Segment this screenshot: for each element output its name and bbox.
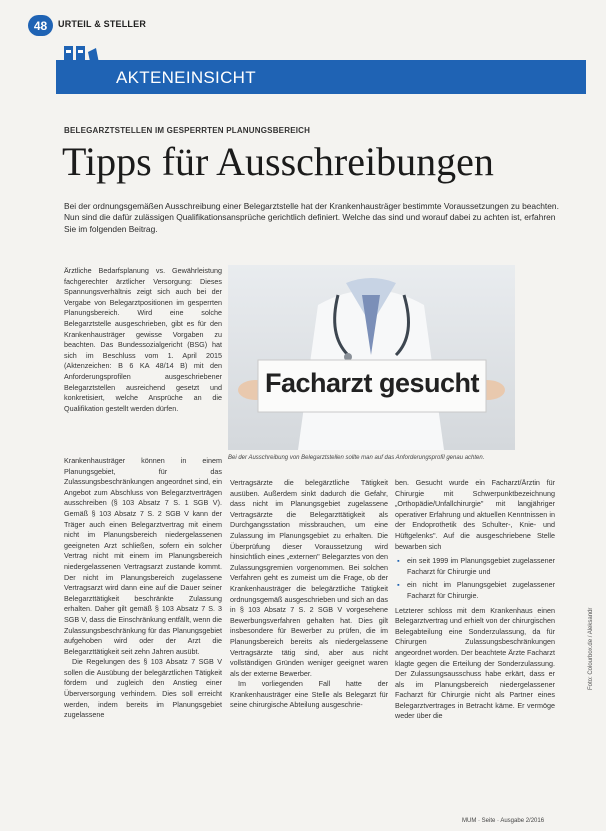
photo-credit: Foto: Colourbox.de / Aleksandr [588, 607, 594, 690]
article-lead: Bei der ordnungsgemäßen Ausschreibung einer Belegarztstelle hat der Krankenhausträger bestimmte Voraussetzungen zu beachten. Nun sind die dafür zulässigen Qualifikationsansprüche gerichtlich definiert. Welche das sind und worauf dabei zu achten ist, erfahren Sie im folgenden Beitrag. [64, 201, 559, 234]
list-item: ▪ ein nicht im Planungsgebiet zugelassener Facharzt für Chirurgie. [395, 580, 555, 601]
paragraph: Krankenhausträger können in einem Planungsgebiet, für das Zulassungsbeschränkungen angeordnet sind, ein Angebot zum Abschluss von Belegarztverträgen ausschreiben (§ 103 Absatz 7 S. 1 SGB V). Gemäß § 103 Absatz 7 S. 2 SGB V kann der Träger auch einen Belegarztvertrag mit einem nicht im Planungsbereich niedergelassenen geeigneten Arzt schließen, sofern ein solcher Vertrag nicht mit einem im Planungsbereich niedergelassenen Vertragsarzt zustande kommt. Der nicht im Planungsbereich zugelassene Vertragsarzt wird dann eine auf die Dauer seiner Belegarzttätigkeit beschränkte Zulassung erhalten. Daher gilt gemäß § 103 Absatz 7 S. 3 SGB V, dass die Einschränkung entfällt, wenn die Zulassungsbeschränkung für das Planungsgebiet aufgehoben wird oder der Arzt die Belegarzttätigkeit seit zehn Jahren ausübt. [64, 456, 222, 656]
paragraph: Ärztliche Bedarfsplanung vs. Gewährleistung fachgerechter ärztlicher Versorgung: Dieses Spannungsverhältnis zeigt sich auch bei der Vergabe von Belegarztpositionen im gesperrten Planungsbereich. Wird eine solche Belegarztstelle ausgeschrieben, gibt es für den Krankenhausträger gewisse Vorgaben zu beachten. Das Bundessozialgericht (BSG) hat sich im Beschluss vom 1. April 2015 (Aktenzeichen: B 6 KA 48/14 B) mit den Anforderungsprofilen ausgeschriebener Belegarztstellen ausreichend gesetzt und konkretisiert, welche Ansprüche an die Qualifikation gestellt werden dürfen. [64, 266, 222, 413]
bullet-list [395, 556, 555, 601]
list-item: ▪ ein seit 1999 im Planungsgebiet zugelassener Facharzt für Chirurgie und [395, 556, 555, 577]
paragraph: Die Regelungen des § 103 Absatz 7 SGB V sollen die Ausübung der belegärztlichen Tätigkeit fördern und zugleich den Anstieg einer Überversorgung verhindern. Dies soll erreicht werden, indem bereits im Planungsgebiet zugelassene [64, 657, 222, 720]
article-column-1-bottom [64, 456, 222, 721]
photo-caption: Bei der Ausschreibung von Belegarztstellen sollte man auf das Anforderungsprofil genau achten. [228, 455, 485, 461]
paragraph: ben. Gesucht wurde ein Facharzt/Ärztin für Chirurgie mit Schwerpunktbezeichnung „Orthopädie/Unfallchirurgie" mit langjähriger operativer Erfahrung und aktuellen Kenntnissen in der Endoprothetik des Schulter-, Knie- und Hüftgelenks". Auf die ausgeschriebene Stelle bewarben sich [395, 478, 555, 551]
article-photo [228, 265, 515, 450]
page-footer: MUM · Seite · Ausgabe 2/2016 [462, 818, 545, 824]
page-number-badge [28, 15, 53, 36]
paragraph: Im vorliegenden Fall hatte der Krankenhausträger eine Stelle als Belegarzt für seine chirurgische Abteilung ausgeschrie- [230, 679, 388, 710]
article-column-3 [395, 478, 555, 722]
article-column-1-top [64, 266, 222, 414]
section-banner [56, 60, 586, 94]
article-headline: Tipps für Ausschreibungen [62, 139, 494, 184]
section-label: URTEIL & STELLER [58, 19, 147, 29]
article-column-2 [230, 478, 388, 711]
article-kicker: BELEGARZTSTELLEN IM GESPERRTEN PLANUNGSBEREICH [64, 126, 311, 135]
paragraph: Vertragsärzte die belegärztliche Tätigkeit ausüben. Außerdem sinkt dadurch die Gefahr, dass nicht im Planungsgebiet zugelassene Vertragsärzte die Belegarzttätigkeit als Durchgangsstation missbrauchen, um eine Zulassung im Planungsgebiet zu erhalten. Die Überprüfung dieser Voraussetzung wird hinsichtlich eines „externen" Belegarztes von den Zulassungsgremien vorgenommen. Bei solchen Verfahren geht es zumeist um die Frage, ob der Krankenhausträger die belegärztliche Tätigkeit ordnungsgemäß ausgeschrieben und sich an das in § 103 Absatz 7 S. 2 SGB V vorgesehene Bewerbungsverfahren gehalten hat. Dies gilt insbesondere für Bewerber zu prüfen, die im Planungsbereich bereits als niedergelassene Vertragsärzte tätig sind, aber aus nicht vollständigen Gründen weniger geeignet waren als der externe Bewerber. [230, 478, 388, 678]
paragraph: Letzterer schloss mit dem Krankenhaus einen Belegarztvertrag und erhielt von der chirurgischen Belegabteilung eine Sonderzulassung, da für Chirurgen Zulassungsbeschränkungen angeordnet worden. Der beachtete Ärzte Facharzt klagte gegen die Erteilung der Sonderzulassung. Der Zulassungsausschuss habe erkärt, dass er als im Planungsbereich niedergelassener Facharzt für Chirurgie nicht als Partner eines Belegarztvertrages in Betracht käme. Er vermöge weder über die [395, 605, 555, 721]
page-number: 48 [33, 18, 48, 33]
banner-title: AKTENEINSICHT [116, 68, 256, 87]
sign-text: Facharzt gesucht [264, 368, 480, 398]
